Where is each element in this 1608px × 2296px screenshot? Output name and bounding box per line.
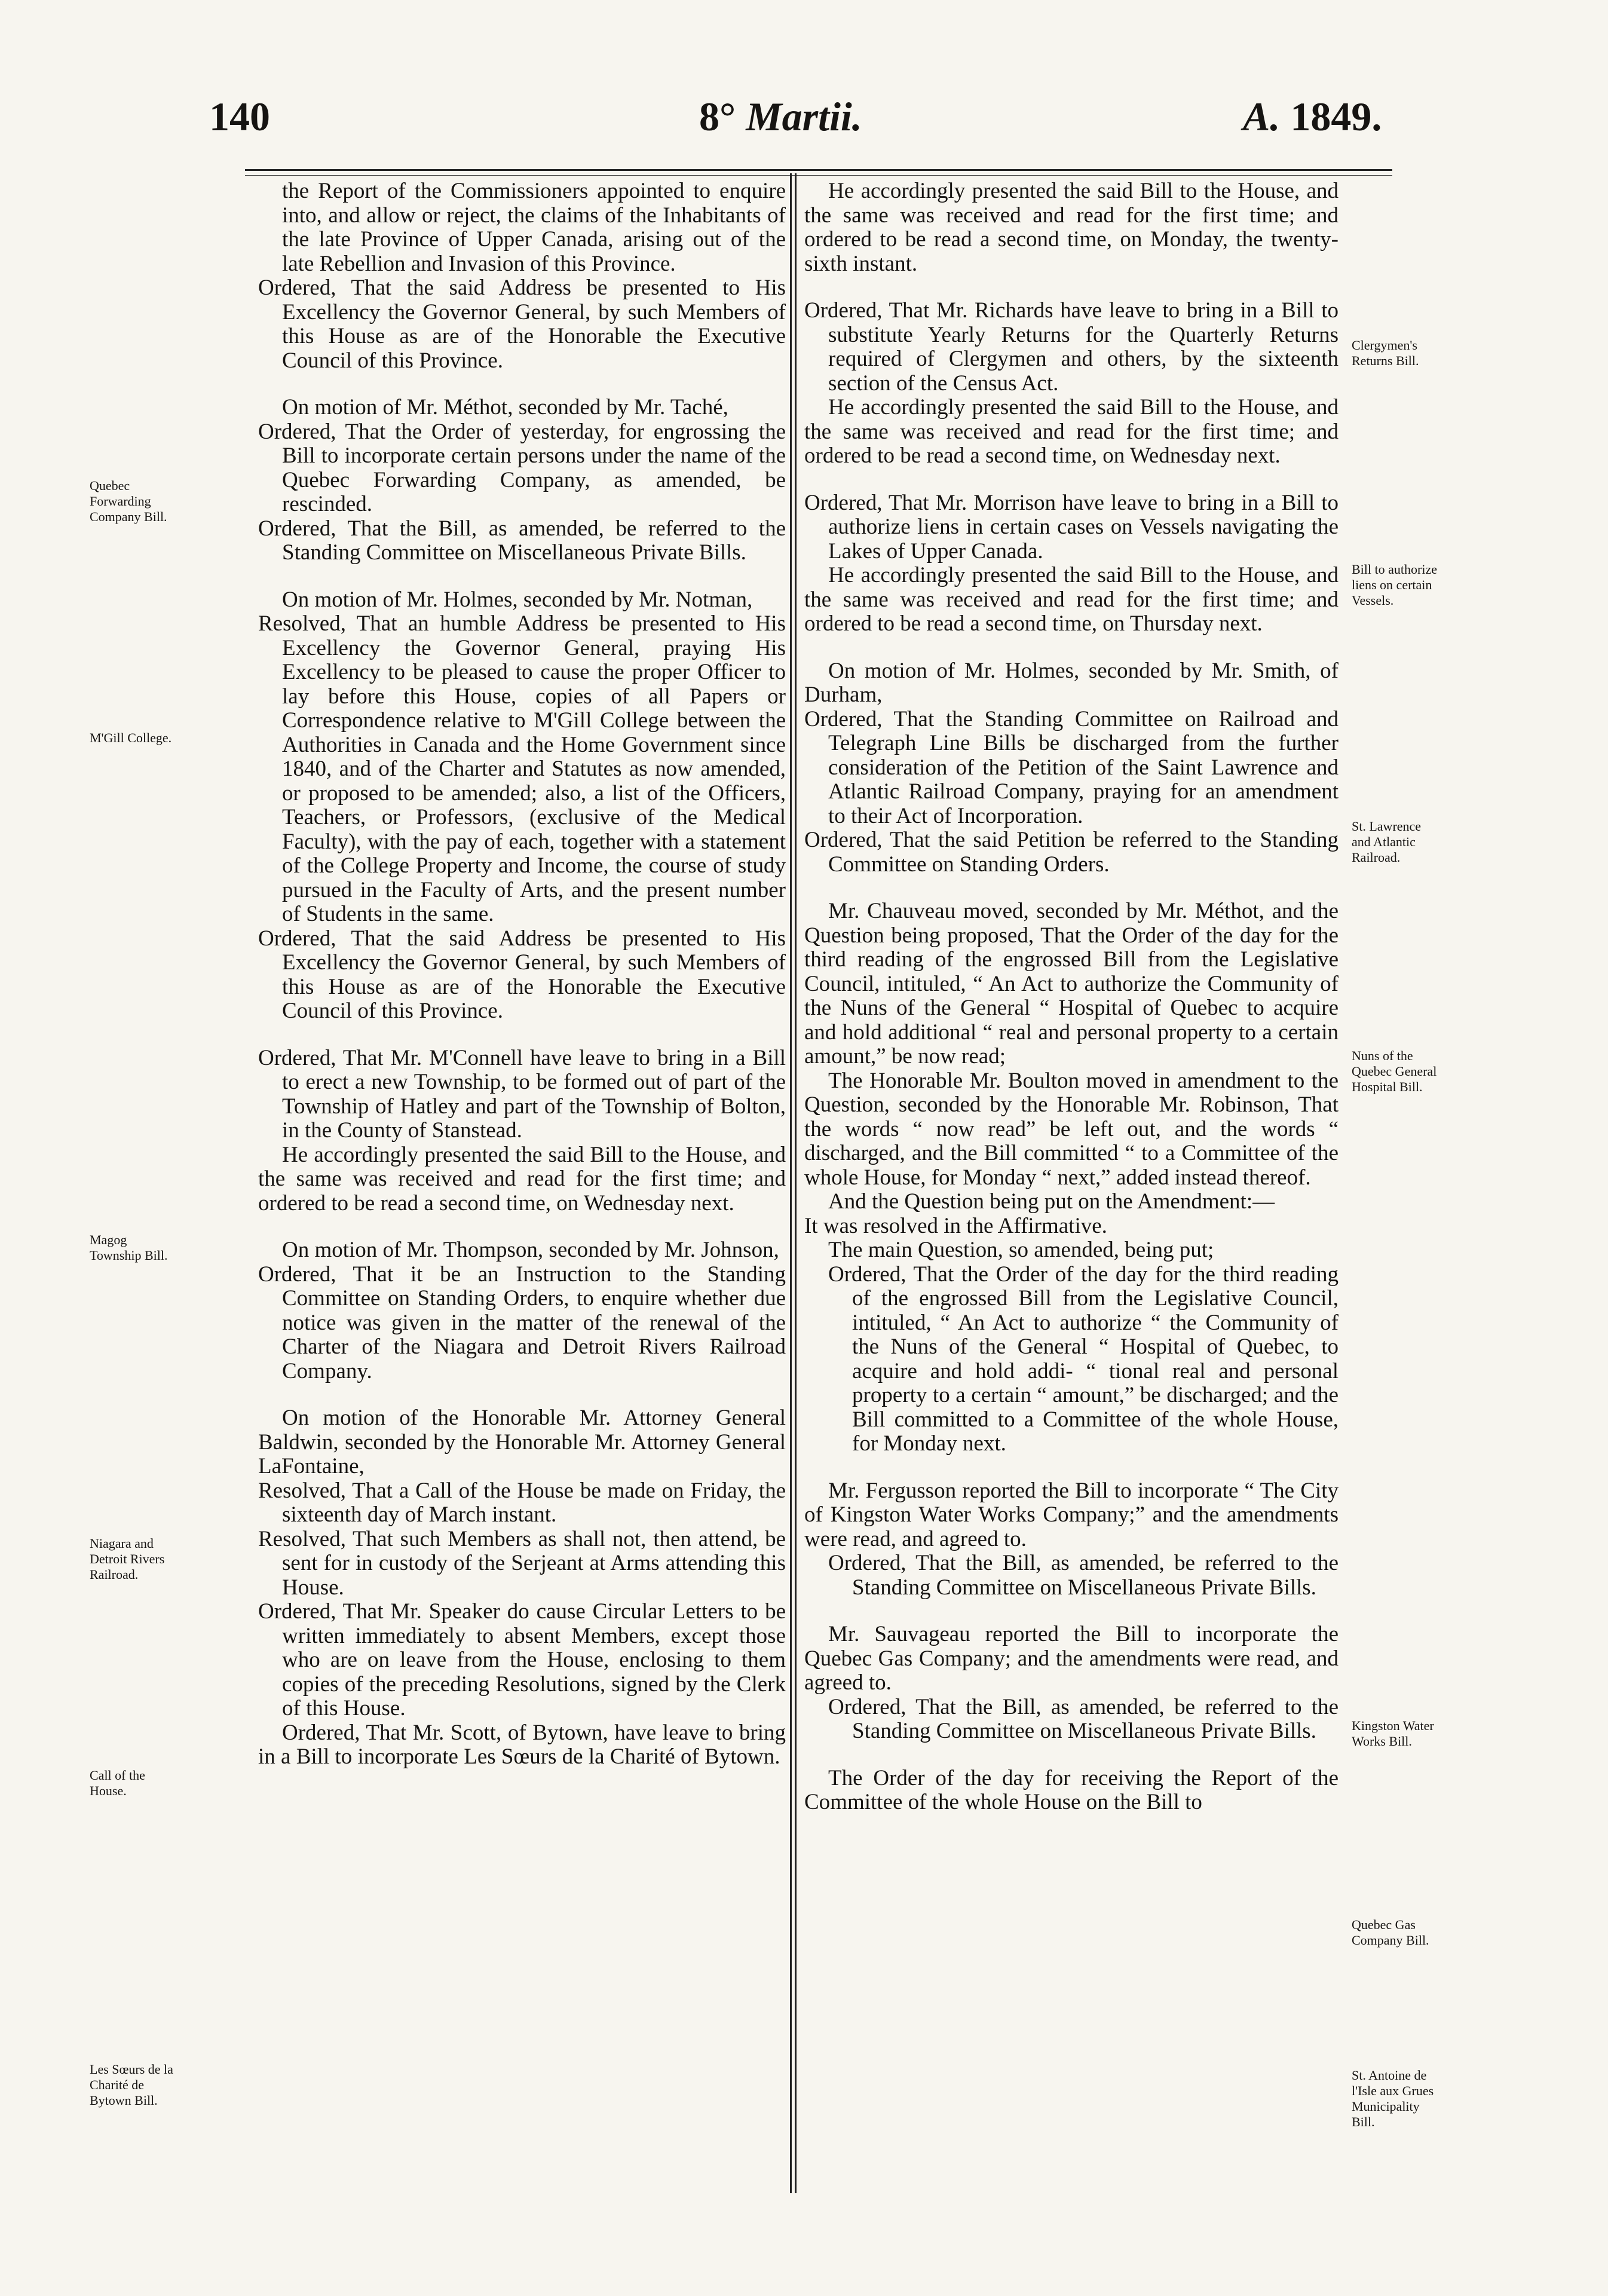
paragraph: Resolved, That an humble Address be presented to His Excellency the Governor General, praying His Excellency to be pleased to cause the proper Officer to lay before this House, copies of all Papers or Correspondence relative to M'Gill College between the Authorities in Canada and the Home Government since 1840, and of the Charter and Statutes as now amended, or proposed to be amended; also, a list of the Officers, Teachers, or Professors, (exclusive of the Medical Faculty), with the pay of each, together with a statement of the College Property and Income, the course of study pursued in the Faculty of Arts, and the present number of Students in the same. [258,611,786,926]
paragraph: Ordered, That the Bill, as amended, be referred to the Standing Committee on Miscellaneous Private Bills. [258,516,786,565]
margin-note: Kingston Water Works Bill. [1352,1718,1434,1749]
paragraph: Ordered, That Mr. Speaker do cause Circular Letters to be written immediately to absent Members, except those who are on leave from the House, enclosing to them copies of the preceding Resolutions, signed by the Clerk of this House. [258,1599,786,1721]
right-column [804,179,1339,1815]
paragraph: Ordered, That the Bill, as amended, be referred to the Standing Committee on Miscellaneous Private Bills. [828,1551,1339,1600]
paragraph: The Order of the day for receiving the Report of the Committee of the whole House on the Bill to [804,1765,1339,1814]
paragraph: Ordered, That the said Address be presented to His Excellency the Governor General, by such Members of this House as are of the Honorable the Executive Council of this Province. [258,926,786,1023]
paragraph: Ordered, That the Standing Committee on Railroad and Telegraph Line Bills be discharged from the further consideration of the Petition of the Saint Lawrence and Atlantic Railroad Company, praying for an amendment to their Act of Incorporation. [804,706,1339,828]
margin-note: Nuns of the Quebec General Hospital Bill. [1352,1048,1437,1094]
paragraph: Ordered, That it be an Instruction to the Standing Committee on Standing Orders, to enquire whether due notice was given in the matter of the renewal of the Charter of the Niagara and Detroit Rivers Railroad Company. [258,1262,786,1383]
margin-note: Les Sœurs de la Charité de Bytown Bill. [90,2062,173,2108]
margin-note: Call of the House. [90,1768,145,1798]
paragraph: He accordingly presented the said Bill to the House, and the same was received and read for the first time; and ordered to be read a second time, on Wednesday next. [804,395,1339,468]
header-rule [245,169,1392,171]
paragraph: Ordered, That the Order of yesterday, for engrossing the Bill to incorporate certain persons under the name of the Quebec Forwarding Company, as amended, be rescinded. [258,419,786,516]
paragraph: Resolved, That a Call of the House be made on Friday, the sixteenth day of March instant. [258,1478,786,1527]
column-divider-second [795,173,797,2193]
margin-note: Bill to authorize liens on certain Vessels. [1352,562,1437,608]
paragraph: Ordered, That the Bill, as amended, be referred to the Standing Committee on Miscellaneous Private Bills. [828,1694,1339,1743]
page-header [0,90,1608,143]
margin-note: Magog Township Bill. [90,1232,168,1263]
margin-note: St. Lawrence and Atlantic Railroad. [1352,819,1422,865]
paragraph: Ordered, That the Order of the day for the third reading of the engrossed Bill from the Legislative Council, intituled, “ An Act to authorize “ the Community of the Nuns of the General “ Hospital of Quebec, to acquire and hold addi- “ tional real and personal property to a certain “ amount,” be discharged; and the Bill committed to a Committee of the whole House, for Monday next. [828,1262,1339,1456]
paragraph: Mr. Fergusson reported the Bill to incorporate “ The City of Kingston Water Works Company;” and the amendments were read, and agreed to. [804,1478,1339,1551]
margin-note: St. Antoine de l'Isle aux Grues Municipality Bill. [1352,2068,1434,2129]
paragraph: Ordered, That Mr. Richards have leave to bring in a Bill to substitute Yearly Returns for the Quarterly Returns required of Clergymen and others, by the sixteenth section of the Census Act. [804,298,1339,396]
paragraph: Resolved, That such Members as shall not, then attend, be sent for in custody of the Serjeant at Arms attending this House. [258,1526,786,1600]
header-year [1243,90,1382,143]
margin-note: Quebec Forwarding Company Bill. [90,478,167,524]
column-divider [790,173,792,2193]
year-value: 1849. [1280,94,1382,139]
paragraph: Ordered, That Mr. M'Connell have leave to bring in a Bill to erect a new Township, to be formed out of part of the Township of Hatley and part of the Township of Bolton, in the County of Stanstead. [258,1045,786,1143]
date-prefix: 8° [699,94,746,139]
date-month: Martii. [746,94,862,139]
paragraph: Ordered, That the said Petition be referred to the Standing Committee on Standing Orders. [804,828,1339,877]
header-date [699,90,862,143]
paragraph: He accordingly presented the said Bill to the House, and the same was received and read for the first time; and ordered to be read a second time, on Wednesday next. [258,1142,786,1216]
year-prefix: A. [1243,94,1281,139]
paragraph: He accordingly presented the said Bill to the House, and the same was received and read for the first time; and ordered to be read a second time, on Thursday next. [804,563,1339,636]
paragraph: Mr. Sauvageau reported the Bill to incorporate the Quebec Gas Company; and the amendments were read, and agreed to. [804,1622,1339,1695]
paragraph: Mr. Chauveau moved, seconded by Mr. Méthot, and the Question being proposed, That the Order of the day for the third reading of the engrossed Bill from the Legislative Council, intituled, “ An Act to authorize the Community of the Nuns of the General “ Hospital of Quebec to acquire and hold additional “ real and personal property to a certain amount,” be now read; [804,899,1339,1069]
margin-note: Clergymen's Returns Bill. [1352,338,1419,368]
paragraph: Ordered, That Mr. Scott, of Bytown, have leave to bring in a Bill to incorporate Les Sœurs de la Charité of Bytown. [258,1720,786,1769]
paragraph: the Report of the Commissioners appointed to enquire into, and allow or reject, the claims of the Inhabitants of the late Province of Upper Canada, arising out of the late Rebellion and Invasion of this Province. [282,179,786,276]
header-rule-thin [245,175,1392,176]
paragraph: Ordered, That the said Address be presented to His Excellency the Governor General, by such Members of this House as are of the Honorable the Executive Council of this Province. [258,275,786,373]
paragraph: It was resolved in the Affirmative. [804,1213,1107,1238]
margin-note: Quebec Gas Company Bill. [1352,1917,1429,1948]
paragraph: On motion of Mr. Holmes, seconded by Mr. Smith, of Durham, [804,658,1339,707]
paragraph: The main Question, so amended, being put; [828,1238,1214,1262]
margin-note: M'Gill College. [90,730,172,745]
paragraph: On motion of Mr. Méthot, seconded by Mr. Taché, [282,395,728,420]
page-number: 140 [209,94,270,139]
margin-note: Niagara and Detroit Rivers Railroad. [90,1536,165,1582]
left-column [258,179,786,1770]
paragraph: On motion of the Honorable Mr. Attorney General Baldwin, seconded by the Honorable Mr. Attorney General LaFontaine, [258,1406,786,1478]
paragraph: The Honorable Mr. Boulton moved in amendment to the Question, seconded by the Honorable Mr. Robinson, That the words “ now read” be left out, and the words “ discharged, and the Bill committed “ to a Committee of the whole House, for Monday “ next,” added instead thereof. [804,1068,1339,1190]
paragraph: And the Question being put on the Amendment:— [828,1189,1275,1214]
paragraph: He accordingly presented the said Bill to the House, and the same was received and read for the first time; and ordered to be read a second time, on Monday, the twenty-sixth instant. [804,179,1339,276]
paragraph: On motion of Mr. Thompson, seconded by Mr. Johnson, [282,1238,779,1262]
paragraph: Ordered, That Mr. Morrison have leave to bring in a Bill to authorize liens in certain cases on Vessels navigating the Lakes of Upper Canada. [804,490,1339,564]
paragraph: On motion of Mr. Holmes, seconded by Mr. Notman, [282,587,753,612]
